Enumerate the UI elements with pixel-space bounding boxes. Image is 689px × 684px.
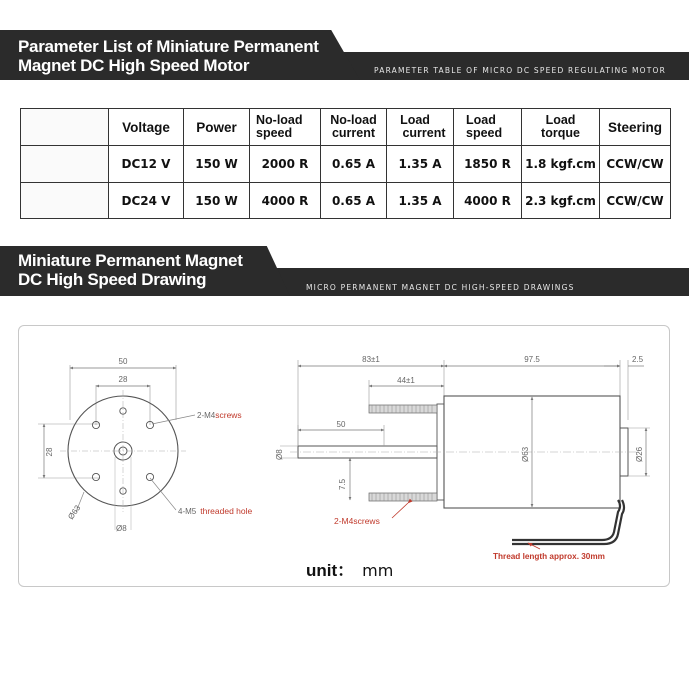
dim-7-5: 7.5 xyxy=(338,478,347,490)
section2-title-line1: Miniature Permanent Magnet xyxy=(18,251,243,270)
dim-97-5: 97.5 xyxy=(524,355,540,364)
side-screws-label: 2-M4screws xyxy=(334,516,380,526)
front-dim-phi63: Ø63 xyxy=(66,503,83,522)
table-cell: 1.35 A xyxy=(387,146,454,183)
dim-2-5: 2.5 xyxy=(632,355,644,364)
section2-subtitle: MICRO PERMANENT MAGNET DC HIGH-SPEED DRAWINGS xyxy=(306,283,575,292)
side-dim-phi8: Ø8 xyxy=(275,449,284,460)
table-cell: 0.65 A xyxy=(321,146,387,183)
section1-title-line2: Magnet DC High Speed Motor xyxy=(18,56,250,75)
table-cell: DC24 V xyxy=(109,183,184,219)
section1-subtitle: PARAMETER TABLE OF MICRO DC SPEED REGULATING MOTOR xyxy=(374,66,667,75)
section1-title-line1: Parameter List of Miniature Permanent xyxy=(18,37,319,56)
header-load-current: Load current xyxy=(387,109,454,146)
header-steering: Steering xyxy=(600,109,671,146)
lead-wires xyxy=(512,500,620,540)
front-threaded-hole-label: 4-M5 threaded hole xyxy=(178,506,253,516)
thread-length-note: Thread length approx. 30mm xyxy=(493,552,605,561)
table-cell: 1.8 kgf.cm xyxy=(522,146,600,183)
top-mount-screw xyxy=(369,405,437,413)
front-dim-phi8: Ø8 xyxy=(116,524,127,533)
header-voltage: Voltage xyxy=(109,109,184,146)
dim-28-side: 28 xyxy=(45,447,54,457)
header-load-speed: Load speed xyxy=(454,109,522,146)
mount-hole xyxy=(146,473,153,480)
header-no-load-current: No-load current xyxy=(321,109,387,146)
side-view xyxy=(275,355,650,561)
table-cell: DC12 V xyxy=(109,146,184,183)
side-dim-phi63: Ø63 xyxy=(521,446,530,462)
unit-label xyxy=(306,556,393,581)
dim-44: 44±1 xyxy=(397,376,415,385)
table-cell: 2.3 kgf.cm xyxy=(522,183,600,219)
section2-title-line2: DC High Speed Drawing xyxy=(18,270,207,289)
side-dim-phi26: Ø26 xyxy=(635,446,644,462)
front-view xyxy=(38,357,252,533)
header-load-torque: Load torque xyxy=(522,109,600,146)
table-cell: 150 W xyxy=(184,146,250,183)
dim-shaft-50: 50 xyxy=(336,420,346,429)
header-no-load-speed: No-load speed xyxy=(250,109,321,146)
table-cell: 4000 R xyxy=(250,183,321,219)
dim-50: 50 xyxy=(118,357,128,366)
table-cell: 4000 R xyxy=(454,183,522,219)
dim-28-top: 28 xyxy=(118,375,128,384)
table-cell: 1850 R xyxy=(454,146,522,183)
unit-label-text: unit： xyxy=(306,561,355,580)
header-power: Power xyxy=(184,109,250,146)
table-cell: CCW/CW xyxy=(600,146,671,183)
bottom-mount-screw xyxy=(369,493,437,501)
table-cell: 150 W xyxy=(184,183,250,219)
mount-hole xyxy=(92,473,99,480)
table-cell: 2000 R xyxy=(250,146,321,183)
front-screws-label: 2-M4screws xyxy=(197,410,242,420)
table-cell: 1.35 A xyxy=(387,183,454,219)
table-cell: CCW/CW xyxy=(600,183,671,219)
table-cell: 0.65 A xyxy=(321,183,387,219)
dim-83: 83±1 xyxy=(362,355,380,364)
unit-value: mm xyxy=(362,561,394,580)
